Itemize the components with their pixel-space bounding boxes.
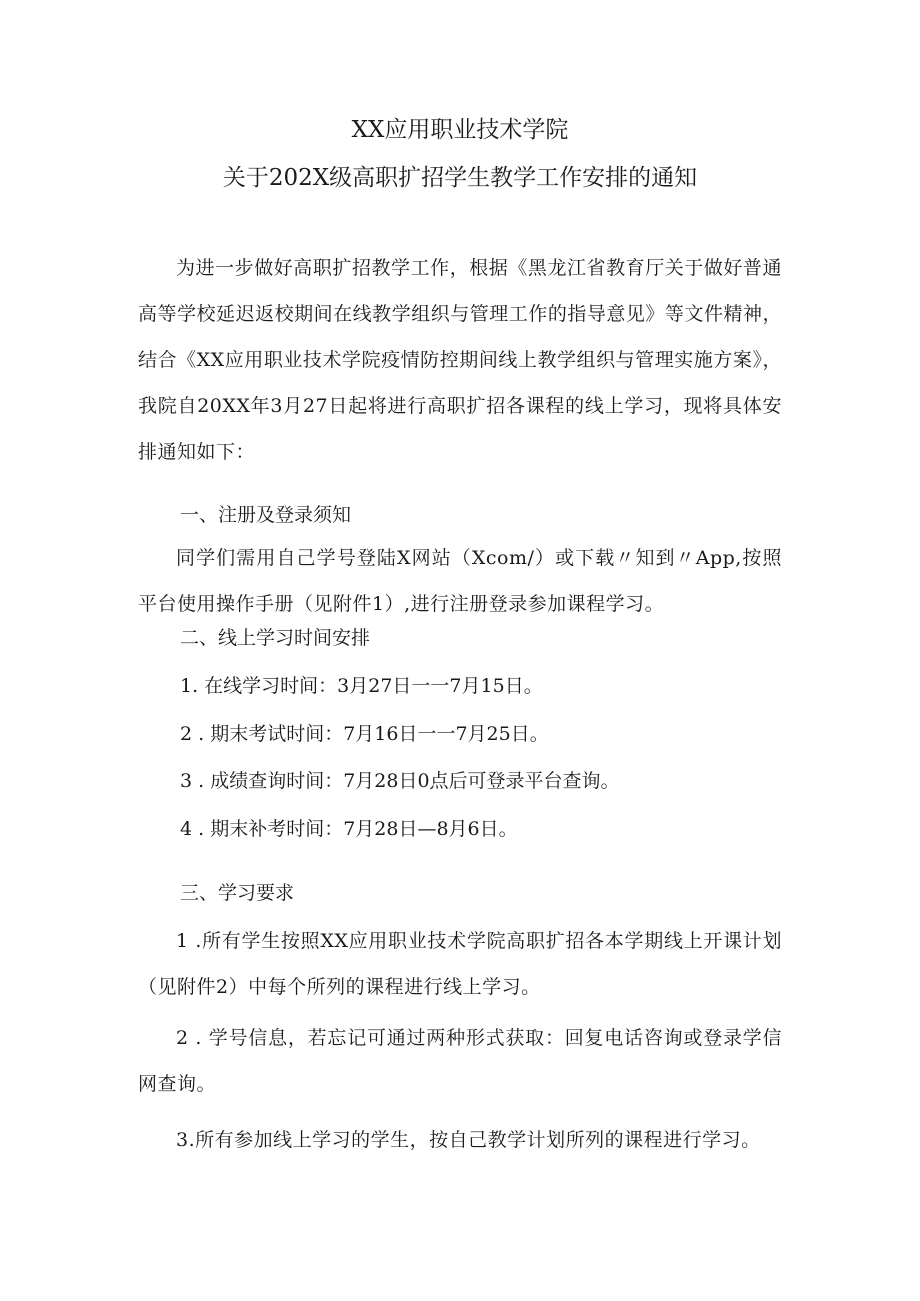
document-title-line2: 关于202X级高职扩招学生教学工作安排的通知	[222, 165, 698, 191]
requirement-item-1: 1 .所有学生按照XX应用职业技术学院高职扩招各本学期线上开课计划（见附件2）中每个所列的课程进行线上学习。	[138, 930, 782, 998]
schedule-item-4: 4 . 期末补考时间：7月28日—8月6日。	[180, 818, 518, 840]
section1-paragraph: 同学们需用自己学号登陆X网站（Xcom/）或下载〃知到〃App,按照平台使用操作手册（见附件1）,进行注册登录参加课程学习。	[138, 547, 782, 615]
schedule-item-3: 3 . 成绩查询时间：7月28日0点后可登录平台查询。	[180, 770, 620, 792]
document-title-line1: XX应用职业技术学院	[351, 117, 569, 143]
section2-heading: 二、线上学习时间安排	[180, 627, 371, 649]
requirement-item-3: 3.所有参加线上学习的学生，按自己教学计划所列的课程进行学习。	[176, 1129, 761, 1151]
section3-heading: 三、学习要求	[180, 882, 295, 904]
schedule-item-1: 1. 在线学习时间：3月27日一一7月15日。	[180, 675, 543, 697]
section1-heading: 一、注册及登录须知	[180, 504, 352, 526]
requirement-item-2: 2 . 学号信息，若忘记可通过两种形式获取：回复电话咨询或登录学信网查询。	[138, 1027, 782, 1095]
schedule-item-2: 2 . 期末考试时间：7月16日一一7月25日。	[180, 723, 549, 745]
intro-paragraph: 为进一步做好高职扩招教学工作，根据《黑龙江省教育厅关于做好普通高等学校延迟返校期间在线教学组织与管理工作的指导意见》等文件精神，结合《XX应用职业技术学院疫情防控期间线上教学组织与管理实施方案》，我院自20XX年3月27日起将进行高职扩招各课程的线上学习，现将具体安排通知如下：	[138, 257, 782, 463]
